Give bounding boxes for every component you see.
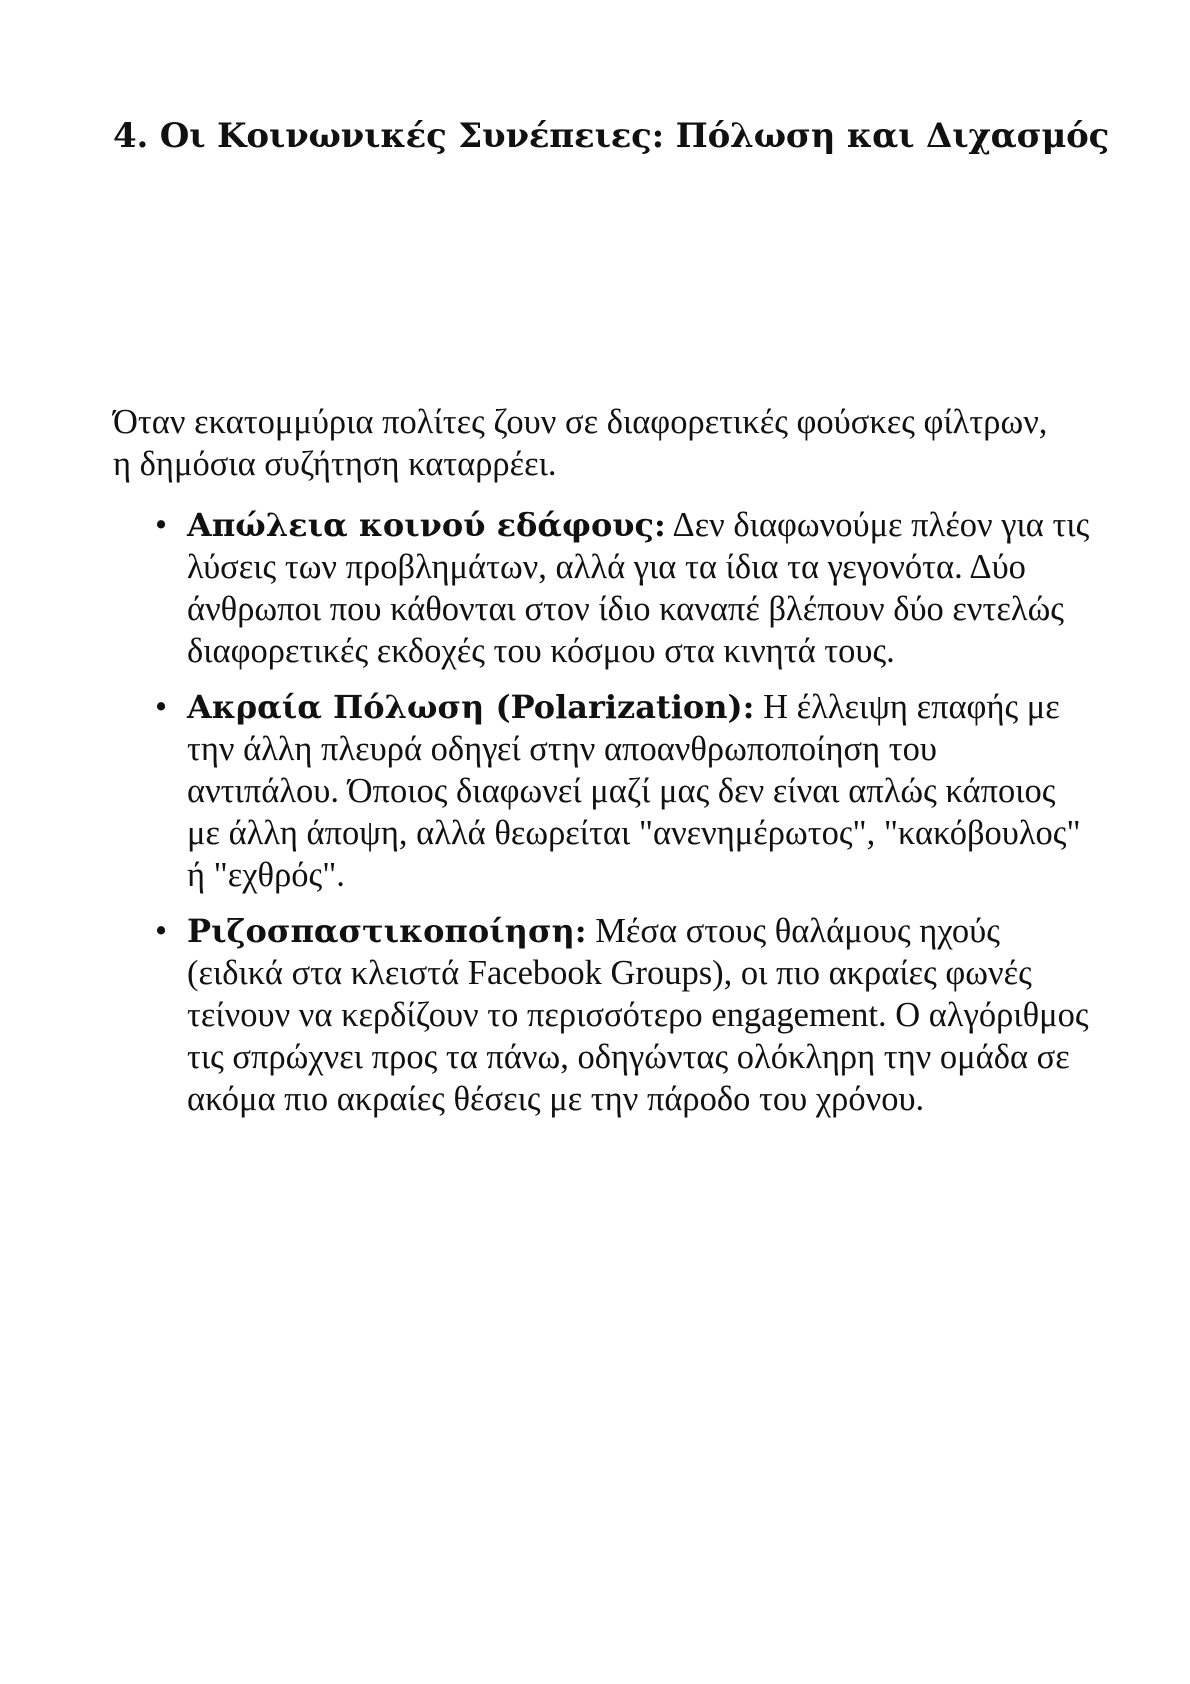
list-item (155, 686, 1090, 896)
list-item (155, 504, 1090, 672)
list-item (155, 910, 1090, 1120)
bullet-icon: • (155, 912, 168, 950)
bullet-text: Η έλλειψη επαφής με την άλλη πλευρά οδηγεί στην αποανθρωποποίηση του αντιπάλου. Όποιος διαφωνεί μαζί μας δεν είναι απλώς κάποιος με άλλη άποψη, αλλά θεωρείται "ανενημέρωτος", "κακόβουλος" ή "εχθρός". (187, 688, 1081, 894)
bullet-term: Ριζοσπαστικοποίηση: (187, 912, 587, 950)
intro-paragraph: Όταν εκατομμύρια πολίτες ζουν σε διαφορετικές φούσκες φίλτρων, η δημόσια συζήτηση καταρρέει. (113, 403, 1048, 483)
bullet-icon: • (155, 506, 168, 544)
bullet-icon: • (155, 688, 168, 726)
bullet-term: Απώλεια κοινού εδάφους: (187, 506, 666, 544)
bullet-text: Μέσα στους θαλάμους ηχούς (ειδικά στα κλειστά Facebook Groups), οι πιο ακραίες φωνές τείνουν να κερδίζουν το περισσότερο engagement. Ο αλγόριθμος τις σπρώχνει προς τα πάνω, οδηγώντας ολόκληρη την ομάδα σε ακόμα πιο ακραίες θέσεις με την πάροδο του χρόνου. (187, 912, 1089, 1118)
section-title: 4. Οι Κοινωνικές Συνέπειες: Πόλωση και Διχασμός (113, 116, 1110, 156)
bullet-term: Ακραία Πόλωση (Polarization): (187, 688, 755, 726)
bullet-list (155, 504, 1090, 1134)
bullet-text: Δεν διαφωνούμε πλέον για τις λύσεις των προβλημάτων, αλλά για τα ίδια τα γεγονότα. Δύο άνθρωποι που κάθονται στον ίδιο καναπέ βλέπουν δύο εντελώς διαφορετικές εκδοχές του κόσμου στα κινητά τους. (187, 506, 1090, 670)
